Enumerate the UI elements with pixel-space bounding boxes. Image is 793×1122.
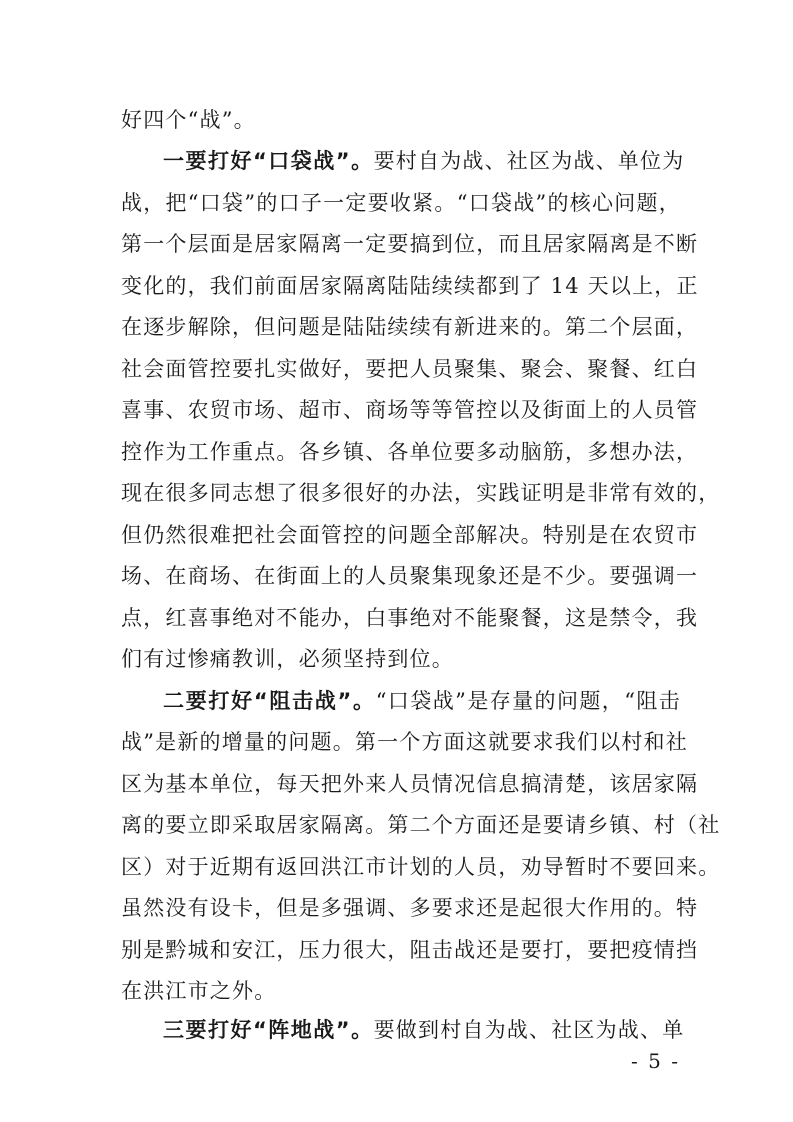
text-line [121, 764, 699, 804]
line-text: 区）对于近期有返回洪江市计划的人员，劝导暂时不要回来。 [121, 855, 721, 879]
line-text: 但仍然很难把社会面管控的问题全部解决。特别是在农贸市 [121, 523, 699, 547]
line-text: 点，红喜事绝对不能办，白事绝对不能聚餐，这是禁令，我 [121, 606, 699, 630]
section-heading: 一要打好“口袋战”。 [163, 149, 374, 173]
text-line [121, 183, 681, 223]
line-text: 要村自为战、社区为战、单位为 [373, 149, 685, 173]
line-text: 虽然没有设卡，但是多强调、多要求还是起很大作用的。特 [121, 896, 699, 920]
text-line [121, 805, 721, 845]
text-line [121, 307, 699, 347]
text-line [121, 100, 681, 140]
page-number: - 5 - [631, 1049, 680, 1073]
text-line [121, 930, 699, 970]
line-text: 现在很多同志想了很多很好的办法，实践证明是非常有效的， [121, 481, 721, 505]
line-text: 在洪江市之外。 [121, 979, 277, 1003]
line-text: 喜事、农贸市场、超市、商场等等管控以及街面上的人员管 [121, 398, 699, 422]
text-line [121, 266, 699, 306]
line-text: 好四个“战”。 [121, 108, 256, 132]
text-line [121, 847, 721, 887]
line-text: 战”是新的增量的问题。第一个方面这就要求我们以村和社 [121, 730, 688, 754]
section-heading: 二要打好“阻击战”。 [163, 689, 376, 713]
text-line [121, 349, 699, 389]
line-text: 控作为工作重点。各乡镇、各单位要多动脑筋，多想办法， [121, 440, 699, 464]
paragraph-heading-line [163, 1010, 685, 1050]
paragraph-heading-line [163, 681, 681, 721]
text-line [121, 556, 699, 596]
line-text: 社会面管控要扎实做好，要把人员聚集、聚会、聚餐、红白 [121, 357, 699, 381]
text-line [121, 971, 681, 1011]
section-heading: 三要打好“阵地战”。 [163, 1018, 374, 1042]
text-line [121, 390, 699, 430]
line-text: 离的要立即采取居家隔离。第二个方面还是要请乡镇、村（社 [121, 813, 721, 837]
line-text: 别是黔城和安江，压力很大，阻击战还是要打，要把疫情挡 [121, 938, 699, 962]
text-line [121, 432, 699, 472]
line-text: 变化的，我们前面居家隔离陆陆续续都到了 14 天以上，正 [121, 274, 699, 298]
line-text: 第一个层面是居家隔离一定要搞到位，而且居家隔离是不断 [121, 232, 699, 256]
text-line [121, 888, 699, 928]
text-line [121, 224, 699, 264]
line-text: 在逐步解除，但问题是陆陆续续有新进来的。第二个层面， [121, 315, 699, 339]
line-text: 场、在商场、在街面上的人员聚集现象还是不少。要强调一 [121, 564, 699, 588]
text-line [121, 639, 681, 679]
text-line [121, 722, 688, 762]
text-line [121, 515, 699, 555]
line-text: 区为基本单位，每天把外来人员情况信息搞清楚，该居家隔 [121, 772, 699, 796]
text-line [121, 473, 721, 513]
line-text: 要做到村自为战、社区为战、单 [373, 1018, 685, 1042]
line-text: 们有过惨痛教训，必须坚持到位。 [121, 647, 454, 671]
line-text: “口袋战”是存量的问题，“阻击 [375, 689, 681, 713]
paragraph-heading-line [163, 141, 685, 181]
line-text: 战，把“口袋”的口子一定要收紧。“口袋战”的核心问题， [121, 191, 681, 215]
text-line [121, 598, 699, 638]
